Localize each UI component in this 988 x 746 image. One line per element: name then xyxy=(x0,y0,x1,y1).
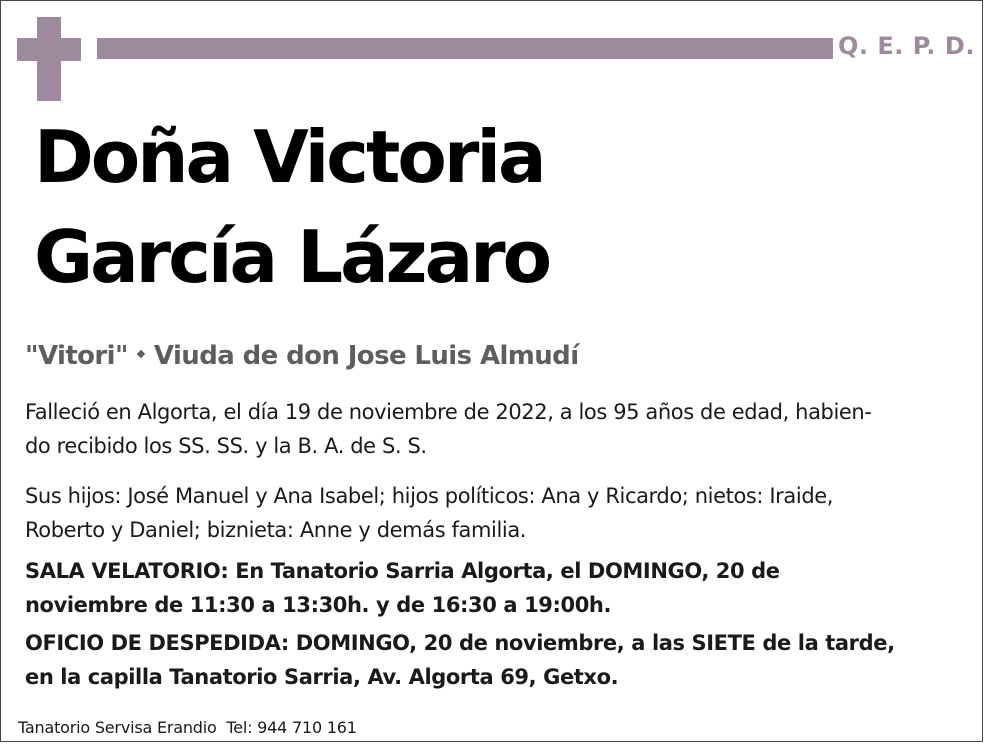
diamond-bullet-icon xyxy=(137,349,145,357)
wake-info xyxy=(25,554,950,622)
wake-line: noviembre de 11:30 a 13:30h. y de 16:30 a 19:00h. xyxy=(25,593,612,617)
nickname: "Vitori" xyxy=(25,341,128,371)
service-line: en la capilla Tanatorio Sarria, Av. Algorta 69, Getxo. xyxy=(25,665,619,689)
deceased-name-line1: Doña Victoria xyxy=(34,115,544,199)
funeral-home-contact: Tanatorio Servisa Erandio Tel: 944 710 161 xyxy=(18,718,357,737)
deceased-name-line2: García Lázaro xyxy=(34,215,550,299)
family-list xyxy=(25,479,950,547)
qepd-label: Q. E. P. D. xyxy=(838,32,975,60)
service-info xyxy=(25,626,950,694)
death-notice-line: do recibido los SS. SS. y la B. A. de S. S. xyxy=(25,434,427,458)
subtitle xyxy=(25,341,579,371)
family-line: Sus hijos: José Manuel y Ana Isabel; hijos políticos: Ana y Ricardo; nietos: Iraide, xyxy=(25,484,834,508)
death-notice-line: Falleció en Algorta, el día 19 de noviembre de 2022, a los 95 años de edad, habien- xyxy=(25,400,872,424)
cross-icon-bar xyxy=(17,38,81,61)
wake-line: SALA VELATORIO: En Tanatorio Sarria Algorta, el DOMINGO, 20 de xyxy=(25,559,780,583)
relation: Viuda de don Jose Luis Almudí xyxy=(153,341,579,371)
death-notice xyxy=(25,395,950,463)
header-rule xyxy=(97,38,833,59)
service-line: OFICIO DE DESPEDIDA: DOMINGO, 20 de noviembre, a las SIETE de la tarde, xyxy=(25,631,895,655)
family-line: Roberto y Daniel; biznieta: Anne y demás familia. xyxy=(25,518,527,542)
